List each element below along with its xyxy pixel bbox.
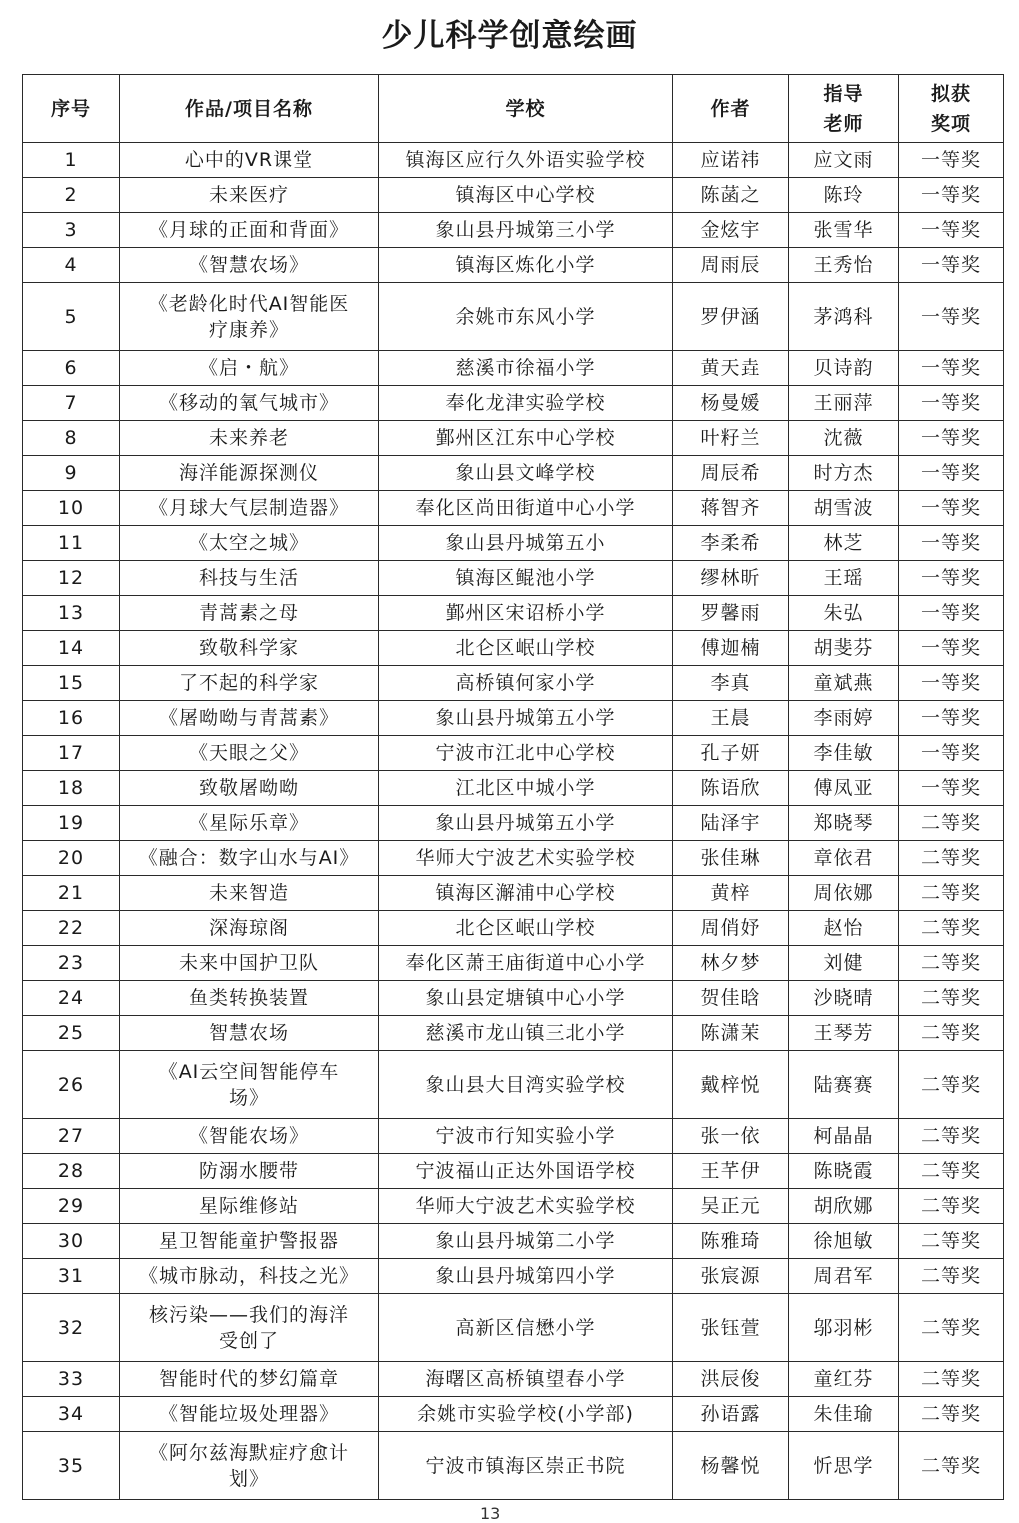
cell-no: 20 bbox=[23, 841, 120, 876]
cell-author: 周雨辰 bbox=[673, 248, 789, 283]
cell-award: 一等奖 bbox=[899, 491, 1004, 526]
cell-award: 一等奖 bbox=[899, 421, 1004, 456]
header-teacher bbox=[789, 75, 899, 143]
cell-award: 二等奖 bbox=[899, 1154, 1004, 1189]
cell-no: 15 bbox=[23, 666, 120, 701]
cell-project-line1: 《AI云空间智能停车 bbox=[158, 1060, 340, 1083]
table-row bbox=[23, 771, 1004, 806]
cell-no: 8 bbox=[23, 421, 120, 456]
cell-award: 一等奖 bbox=[899, 631, 1004, 666]
cell-no: 16 bbox=[23, 701, 120, 736]
cell-project: 《天眼之父》 bbox=[120, 736, 379, 771]
cell-award: 一等奖 bbox=[899, 771, 1004, 806]
cell-project: 《移动的氧气城市》 bbox=[120, 386, 379, 421]
cell-teacher: 朱弘 bbox=[789, 596, 899, 631]
table-row bbox=[23, 421, 1004, 456]
cell-award: 一等奖 bbox=[899, 701, 1004, 736]
header-teacher-line1: 指导 bbox=[823, 82, 864, 105]
cell-award: 一等奖 bbox=[899, 666, 1004, 701]
cell-teacher: 刘健 bbox=[789, 946, 899, 981]
header-award bbox=[899, 75, 1004, 143]
cell-no: 35 bbox=[23, 1432, 120, 1500]
cell-author: 张宸源 bbox=[673, 1259, 789, 1294]
cell-school: 华师大宁波艺术实验学校 bbox=[379, 841, 673, 876]
table-row bbox=[23, 351, 1004, 386]
cell-project: 未来医疗 bbox=[120, 178, 379, 213]
cell-project: 《太空之城》 bbox=[120, 526, 379, 561]
cell-project: 青蒿素之母 bbox=[120, 596, 379, 631]
cell-author: 应诺祎 bbox=[673, 143, 789, 178]
table-row bbox=[23, 1362, 1004, 1397]
header-award-line2: 奖项 bbox=[930, 112, 971, 135]
cell-project-line2: 划》 bbox=[228, 1467, 269, 1490]
table-row bbox=[23, 981, 1004, 1016]
cell-author: 罗伊涵 bbox=[673, 283, 789, 351]
cell-author: 戴梓悦 bbox=[673, 1051, 789, 1119]
cell-no: 33 bbox=[23, 1362, 120, 1397]
cell-project-line1: 《阿尔兹海默症疗愈计 bbox=[148, 1441, 349, 1464]
header-project: 作品/项目名称 bbox=[120, 75, 379, 143]
cell-project: 《城市脉动，科技之光》 bbox=[120, 1259, 379, 1294]
cell-award: 一等奖 bbox=[899, 736, 1004, 771]
cell-school: 江北区中城小学 bbox=[379, 771, 673, 806]
table-header bbox=[23, 75, 1004, 143]
cell-author: 黄梓 bbox=[673, 876, 789, 911]
cell-project: 智慧农场 bbox=[120, 1016, 379, 1051]
header-award-line1: 拟获 bbox=[930, 82, 971, 105]
cell-author: 张佳琳 bbox=[673, 841, 789, 876]
table-row bbox=[23, 701, 1004, 736]
cell-award: 二等奖 bbox=[899, 1362, 1004, 1397]
cell-school: 奉化区尚田街道中心小学 bbox=[379, 491, 673, 526]
cell-project-line2: 场》 bbox=[228, 1086, 269, 1109]
cell-teacher: 王秀怡 bbox=[789, 248, 899, 283]
cell-author: 王晨 bbox=[673, 701, 789, 736]
cell-teacher: 柯晶晶 bbox=[789, 1119, 899, 1154]
cell-school: 高新区信懋小学 bbox=[379, 1294, 673, 1362]
cell-school: 慈溪市龙山镇三北小学 bbox=[379, 1016, 673, 1051]
cell-no: 23 bbox=[23, 946, 120, 981]
cell-author: 陆泽宇 bbox=[673, 806, 789, 841]
cell-project-line2: 受创了 bbox=[218, 1329, 279, 1352]
table-row bbox=[23, 841, 1004, 876]
table-row bbox=[23, 1189, 1004, 1224]
cell-award: 二等奖 bbox=[899, 806, 1004, 841]
cell-teacher: 时方杰 bbox=[789, 456, 899, 491]
table-row bbox=[23, 911, 1004, 946]
cell-author: 缪林昕 bbox=[673, 561, 789, 596]
cell-no: 31 bbox=[23, 1259, 120, 1294]
table-row bbox=[23, 596, 1004, 631]
cell-no: 6 bbox=[23, 351, 120, 386]
cell-teacher: 陈晓霞 bbox=[789, 1154, 899, 1189]
cell-teacher: 胡雪波 bbox=[789, 491, 899, 526]
cell-award: 二等奖 bbox=[899, 841, 1004, 876]
cell-author: 陈潇茉 bbox=[673, 1016, 789, 1051]
cell-author: 林夕梦 bbox=[673, 946, 789, 981]
cell-project: 《智能农场》 bbox=[120, 1119, 379, 1154]
cell-school: 象山县丹城第二小学 bbox=[379, 1224, 673, 1259]
cell-school: 余姚市东风小学 bbox=[379, 283, 673, 351]
cell-no: 25 bbox=[23, 1016, 120, 1051]
cell-school: 宁波福山正达外国语学校 bbox=[379, 1154, 673, 1189]
cell-school: 华师大宁波艺术实验学校 bbox=[379, 1189, 673, 1224]
cell-project: 《智能垃圾处理器》 bbox=[120, 1397, 379, 1432]
header-school: 学校 bbox=[379, 75, 673, 143]
cell-teacher: 徐旭敏 bbox=[789, 1224, 899, 1259]
cell-no: 27 bbox=[23, 1119, 120, 1154]
cell-no: 3 bbox=[23, 213, 120, 248]
table-row bbox=[23, 1016, 1004, 1051]
cell-teacher: 童斌燕 bbox=[789, 666, 899, 701]
cell-school: 象山县丹城第五小学 bbox=[379, 806, 673, 841]
cell-project: 星卫智能童护警报器 bbox=[120, 1224, 379, 1259]
table-row bbox=[23, 283, 1004, 351]
cell-project: 星际维修站 bbox=[120, 1189, 379, 1224]
cell-award: 一等奖 bbox=[899, 596, 1004, 631]
cell-school: 慈溪市徐福小学 bbox=[379, 351, 673, 386]
table-row bbox=[23, 806, 1004, 841]
cell-project: 海洋能源探测仪 bbox=[120, 456, 379, 491]
table-row bbox=[23, 736, 1004, 771]
cell-award: 一等奖 bbox=[899, 386, 1004, 421]
table-row bbox=[23, 1294, 1004, 1362]
cell-award: 二等奖 bbox=[899, 1051, 1004, 1119]
cell-teacher: 胡斐芬 bbox=[789, 631, 899, 666]
cell-author: 张一依 bbox=[673, 1119, 789, 1154]
table-row bbox=[23, 526, 1004, 561]
cell-no: 11 bbox=[23, 526, 120, 561]
cell-project: 未来养老 bbox=[120, 421, 379, 456]
cell-teacher: 王丽萍 bbox=[789, 386, 899, 421]
cell-project: 鱼类转换装置 bbox=[120, 981, 379, 1016]
page-title: 少儿科学创意绘画 bbox=[381, 18, 638, 54]
cell-no: 26 bbox=[23, 1051, 120, 1119]
cell-award: 一等奖 bbox=[899, 283, 1004, 351]
cell-project bbox=[120, 1294, 379, 1362]
cell-school: 海曙区高桥镇望春小学 bbox=[379, 1362, 673, 1397]
cell-teacher: 王瑶 bbox=[789, 561, 899, 596]
cell-no: 32 bbox=[23, 1294, 120, 1362]
cell-no: 29 bbox=[23, 1189, 120, 1224]
cell-award: 一等奖 bbox=[899, 213, 1004, 248]
cell-author: 黄天垚 bbox=[673, 351, 789, 386]
cell-no: 12 bbox=[23, 561, 120, 596]
table-row bbox=[23, 631, 1004, 666]
cell-teacher: 周君军 bbox=[789, 1259, 899, 1294]
cell-school: 鄞州区宋诏桥小学 bbox=[379, 596, 673, 631]
table-row bbox=[23, 876, 1004, 911]
cell-teacher: 郑晓琴 bbox=[789, 806, 899, 841]
cell-teacher: 章依君 bbox=[789, 841, 899, 876]
cell-award: 一等奖 bbox=[899, 178, 1004, 213]
cell-author: 陈雅琦 bbox=[673, 1224, 789, 1259]
cell-school: 宁波市江北中心学校 bbox=[379, 736, 673, 771]
header-author: 作者 bbox=[673, 75, 789, 143]
cell-award: 一等奖 bbox=[899, 351, 1004, 386]
cell-project: 《智慧农场》 bbox=[120, 248, 379, 283]
cell-award: 二等奖 bbox=[899, 1294, 1004, 1362]
table-row bbox=[23, 143, 1004, 178]
cell-school: 奉化区萧王庙街道中心小学 bbox=[379, 946, 673, 981]
table-row bbox=[23, 213, 1004, 248]
table-row bbox=[23, 1397, 1004, 1432]
cell-project bbox=[120, 1432, 379, 1500]
cell-author: 陈菡之 bbox=[673, 178, 789, 213]
cell-award: 一等奖 bbox=[899, 526, 1004, 561]
cell-author: 杨馨悦 bbox=[673, 1432, 789, 1500]
cell-author: 吴正元 bbox=[673, 1189, 789, 1224]
cell-teacher: 沙晓晴 bbox=[789, 981, 899, 1016]
cell-no: 5 bbox=[23, 283, 120, 351]
cell-teacher: 沈薇 bbox=[789, 421, 899, 456]
cell-school: 象山县丹城第三小学 bbox=[379, 213, 673, 248]
cell-award: 一等奖 bbox=[899, 248, 1004, 283]
cell-project: 科技与生活 bbox=[120, 561, 379, 596]
cell-award: 二等奖 bbox=[899, 1259, 1004, 1294]
cell-award: 二等奖 bbox=[899, 1189, 1004, 1224]
cell-author: 叶籽兰 bbox=[673, 421, 789, 456]
cell-school: 宁波市镇海区崇正书院 bbox=[379, 1432, 673, 1500]
cell-project: 《融合：数字山水与AI》 bbox=[120, 841, 379, 876]
cell-school: 余姚市实验学校(小学部) bbox=[379, 1397, 673, 1432]
cell-teacher: 陈玲 bbox=[789, 178, 899, 213]
cell-teacher: 林芝 bbox=[789, 526, 899, 561]
cell-school: 象山县丹城第五小学 bbox=[379, 701, 673, 736]
cell-author: 李真 bbox=[673, 666, 789, 701]
cell-teacher: 茅鸿科 bbox=[789, 283, 899, 351]
cell-school: 象山县定塘镇中心小学 bbox=[379, 981, 673, 1016]
cell-author: 贺佳晗 bbox=[673, 981, 789, 1016]
cell-school: 奉化龙津实验学校 bbox=[379, 386, 673, 421]
cell-author: 周辰希 bbox=[673, 456, 789, 491]
cell-no: 9 bbox=[23, 456, 120, 491]
cell-teacher: 周依娜 bbox=[789, 876, 899, 911]
cell-project: 未来中国护卫队 bbox=[120, 946, 379, 981]
table-row bbox=[23, 386, 1004, 421]
cell-author: 周俏妤 bbox=[673, 911, 789, 946]
cell-teacher: 王琴芳 bbox=[789, 1016, 899, 1051]
table-row bbox=[23, 1259, 1004, 1294]
cell-teacher: 贝诗韵 bbox=[789, 351, 899, 386]
cell-no: 7 bbox=[23, 386, 120, 421]
cell-school: 镇海区应行久外语实验学校 bbox=[379, 143, 673, 178]
table-row bbox=[23, 491, 1004, 526]
cell-no: 19 bbox=[23, 806, 120, 841]
cell-teacher: 陆赛赛 bbox=[789, 1051, 899, 1119]
table-row bbox=[23, 666, 1004, 701]
cell-award: 二等奖 bbox=[899, 981, 1004, 1016]
cell-teacher: 李佳敏 bbox=[789, 736, 899, 771]
cell-no: 24 bbox=[23, 981, 120, 1016]
cell-project-line1: 核污染——我们的海洋 bbox=[148, 1303, 349, 1326]
table-row bbox=[23, 1119, 1004, 1154]
cell-author: 傅迦楠 bbox=[673, 631, 789, 666]
cell-no: 34 bbox=[23, 1397, 120, 1432]
cell-school: 象山县丹城第四小学 bbox=[379, 1259, 673, 1294]
cell-author: 罗馨雨 bbox=[673, 596, 789, 631]
cell-project bbox=[120, 283, 379, 351]
cell-project: 《启・航》 bbox=[120, 351, 379, 386]
cell-award: 一等奖 bbox=[899, 143, 1004, 178]
cell-school: 北仑区岷山学校 bbox=[379, 631, 673, 666]
page-number: 13 bbox=[480, 1504, 501, 1523]
cell-school: 象山县大目湾实验学校 bbox=[379, 1051, 673, 1119]
cell-school: 宁波市行知实验小学 bbox=[379, 1119, 673, 1154]
cell-no: 10 bbox=[23, 491, 120, 526]
award-table bbox=[22, 74, 1004, 1500]
header-row bbox=[23, 75, 1004, 143]
cell-project: 致敬屠呦呦 bbox=[120, 771, 379, 806]
cell-no: 22 bbox=[23, 911, 120, 946]
table-body bbox=[23, 143, 1004, 1500]
cell-project: 《月球的正面和背面》 bbox=[120, 213, 379, 248]
cell-school: 镇海区中心学校 bbox=[379, 178, 673, 213]
cell-teacher: 赵怡 bbox=[789, 911, 899, 946]
cell-author: 李柔希 bbox=[673, 526, 789, 561]
cell-award: 二等奖 bbox=[899, 1016, 1004, 1051]
cell-award: 一等奖 bbox=[899, 561, 1004, 596]
cell-award: 一等奖 bbox=[899, 456, 1004, 491]
cell-author: 张钰萱 bbox=[673, 1294, 789, 1362]
cell-school: 高桥镇何家小学 bbox=[379, 666, 673, 701]
cell-project-line1: 《老龄化时代AI智能医 bbox=[148, 292, 350, 315]
cell-no: 2 bbox=[23, 178, 120, 213]
cell-project: 未来智造 bbox=[120, 876, 379, 911]
cell-no: 28 bbox=[23, 1154, 120, 1189]
cell-award: 二等奖 bbox=[899, 876, 1004, 911]
cell-teacher: 邬羽彬 bbox=[789, 1294, 899, 1362]
cell-school: 北仑区岷山学校 bbox=[379, 911, 673, 946]
cell-no: 18 bbox=[23, 771, 120, 806]
cell-teacher: 朱佳瑜 bbox=[789, 1397, 899, 1432]
table-row bbox=[23, 1051, 1004, 1119]
table-row bbox=[23, 561, 1004, 596]
cell-school: 鄞州区江东中心学校 bbox=[379, 421, 673, 456]
cell-award: 二等奖 bbox=[899, 1432, 1004, 1500]
cell-teacher: 李雨婷 bbox=[789, 701, 899, 736]
cell-teacher: 张雪华 bbox=[789, 213, 899, 248]
cell-project: 《屠呦呦与青蒿素》 bbox=[120, 701, 379, 736]
cell-no: 30 bbox=[23, 1224, 120, 1259]
cell-no: 1 bbox=[23, 143, 120, 178]
cell-award: 二等奖 bbox=[899, 911, 1004, 946]
cell-author: 蒋智齐 bbox=[673, 491, 789, 526]
cell-project: 智能时代的梦幻篇章 bbox=[120, 1362, 379, 1397]
cell-school: 镇海区鲲池小学 bbox=[379, 561, 673, 596]
cell-author: 王芊伊 bbox=[673, 1154, 789, 1189]
cell-no: 21 bbox=[23, 876, 120, 911]
cell-project: 心中的VR课堂 bbox=[120, 143, 379, 178]
cell-school: 镇海区澥浦中心学校 bbox=[379, 876, 673, 911]
cell-project bbox=[120, 1051, 379, 1119]
cell-author: 孙语露 bbox=[673, 1397, 789, 1432]
cell-no: 17 bbox=[23, 736, 120, 771]
cell-no: 13 bbox=[23, 596, 120, 631]
cell-award: 二等奖 bbox=[899, 946, 1004, 981]
cell-teacher: 应文雨 bbox=[789, 143, 899, 178]
cell-school: 象山县丹城第五小 bbox=[379, 526, 673, 561]
table-row bbox=[23, 248, 1004, 283]
table-row bbox=[23, 1432, 1004, 1500]
cell-author: 杨曼媛 bbox=[673, 386, 789, 421]
cell-teacher: 忻思学 bbox=[789, 1432, 899, 1500]
cell-award: 二等奖 bbox=[899, 1224, 1004, 1259]
cell-project: 《月球大气层制造器》 bbox=[120, 491, 379, 526]
header-teacher-line2: 老师 bbox=[823, 112, 864, 135]
cell-award: 二等奖 bbox=[899, 1119, 1004, 1154]
cell-project-line2: 疗康养》 bbox=[208, 318, 289, 341]
cell-author: 孔子妍 bbox=[673, 736, 789, 771]
cell-author: 金炫宇 bbox=[673, 213, 789, 248]
cell-project: 致敬科学家 bbox=[120, 631, 379, 666]
cell-project: 深海琼阁 bbox=[120, 911, 379, 946]
cell-project: 防溺水腰带 bbox=[120, 1154, 379, 1189]
cell-project: 《星际乐章》 bbox=[120, 806, 379, 841]
cell-award: 二等奖 bbox=[899, 1397, 1004, 1432]
cell-school: 镇海区炼化小学 bbox=[379, 248, 673, 283]
cell-project: 了不起的科学家 bbox=[120, 666, 379, 701]
table-row bbox=[23, 946, 1004, 981]
cell-author: 洪辰俊 bbox=[673, 1362, 789, 1397]
table-row bbox=[23, 1154, 1004, 1189]
cell-no: 14 bbox=[23, 631, 120, 666]
table-row bbox=[23, 178, 1004, 213]
cell-teacher: 傅凤亚 bbox=[789, 771, 899, 806]
table-row bbox=[23, 1224, 1004, 1259]
cell-teacher: 童红芬 bbox=[789, 1362, 899, 1397]
cell-author: 陈语欣 bbox=[673, 771, 789, 806]
cell-no: 4 bbox=[23, 248, 120, 283]
cell-teacher: 胡欣娜 bbox=[789, 1189, 899, 1224]
cell-school: 象山县文峰学校 bbox=[379, 456, 673, 491]
header-no: 序号 bbox=[23, 75, 120, 143]
table-row bbox=[23, 456, 1004, 491]
